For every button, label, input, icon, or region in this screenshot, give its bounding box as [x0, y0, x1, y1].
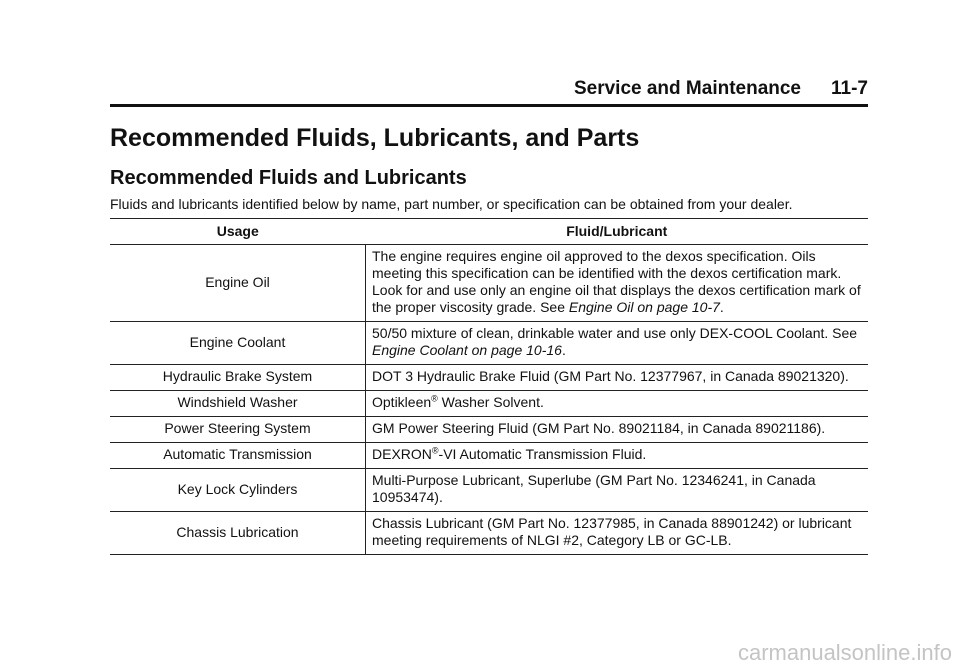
page-number: 11-7 — [831, 78, 868, 99]
fluid-cell — [366, 391, 869, 417]
fluids-table — [110, 218, 868, 555]
table-row — [110, 443, 868, 469]
fluid-cell — [366, 322, 869, 365]
fluid-text: DEXRON — [372, 446, 432, 462]
usage-cell: Power Steering System — [110, 417, 366, 443]
page-title: Recommended Fluids, Lubricants, and Parts — [110, 124, 640, 152]
fluid-text-end: -VI Automatic Transmission Fluid. — [438, 446, 647, 462]
fluid-cell — [366, 443, 869, 469]
registered-mark: ® — [431, 393, 438, 404]
table-row — [110, 365, 868, 391]
fluid-cell: Multi-Purpose Lubricant, Superlube (GM Part No. 12346241, in Canada 10953474). — [372, 472, 816, 505]
table-row — [110, 245, 868, 322]
section-title: Service and Maintenance — [573, 78, 802, 99]
usage-cell: Engine Coolant — [110, 322, 366, 365]
fluid-text: 50/50 mixture of clean, drinkable water and use only DEX-COOL Coolant. See — [372, 325, 858, 341]
usage-cell: Hydraulic Brake System — [110, 365, 366, 391]
section-subtitle: Recommended Fluids and Lubricants — [110, 167, 467, 189]
usage-cell: Engine Oil — [110, 245, 366, 322]
page-header — [110, 78, 868, 100]
table-row — [110, 417, 868, 443]
fluid-cell: Chassis Lubricant (GM Part No. 12377985, in Canada 88901242) or lubricant meeting requirements of NLGI #2, Category LB or GC-LB. — [372, 515, 852, 548]
fluid-text-end: Washer Solvent. — [437, 394, 544, 410]
intro-paragraph: Fluids and lubricants identified below by name, part number, or specification can be obtained from your dealer. — [110, 196, 793, 212]
usage-cell: Chassis Lubrication — [110, 512, 366, 555]
page-reference: Engine Coolant on page 10-16 — [372, 342, 562, 358]
page-reference: Engine Oil on page 10-7 — [568, 299, 720, 315]
usage-cell: Key Lock Cylinders — [110, 469, 366, 512]
fluid-text: The engine requires engine oil approved to the dexos specification. Oils meeting this specification can be identified with the dexos certification mark. Look for and use only an engine oil that displays the dexos certification mark of the proper viscosity grade. See — [372, 248, 861, 315]
table-row — [110, 322, 868, 365]
column-header-usage: Usage — [216, 223, 259, 239]
fluid-cell: DOT 3 Hydraulic Brake Fluid (GM Part No. 12377967, in Canada 89021320). — [372, 368, 849, 384]
usage-cell: Windshield Washer — [110, 391, 366, 417]
table-row — [110, 512, 868, 555]
registered-mark: ® — [431, 445, 439, 456]
table-row — [110, 469, 868, 512]
column-header-fluid: Fluid/Lubricant — [566, 223, 668, 239]
watermark: carmanualsonline.info — [737, 640, 952, 665]
header-rule — [110, 104, 868, 107]
fluid-cell: GM Power Steering Fluid (GM Part No. 89021184, in Canada 89021186). — [372, 420, 826, 436]
fluid-cell — [366, 245, 869, 322]
table-row — [110, 391, 868, 417]
usage-cell: Automatic Transmission — [110, 443, 366, 469]
fluid-text-end: . — [719, 299, 724, 315]
fluid-text-end: . — [561, 342, 566, 358]
table-header-row — [110, 219, 868, 245]
fluid-text: Optikleen — [372, 394, 432, 410]
